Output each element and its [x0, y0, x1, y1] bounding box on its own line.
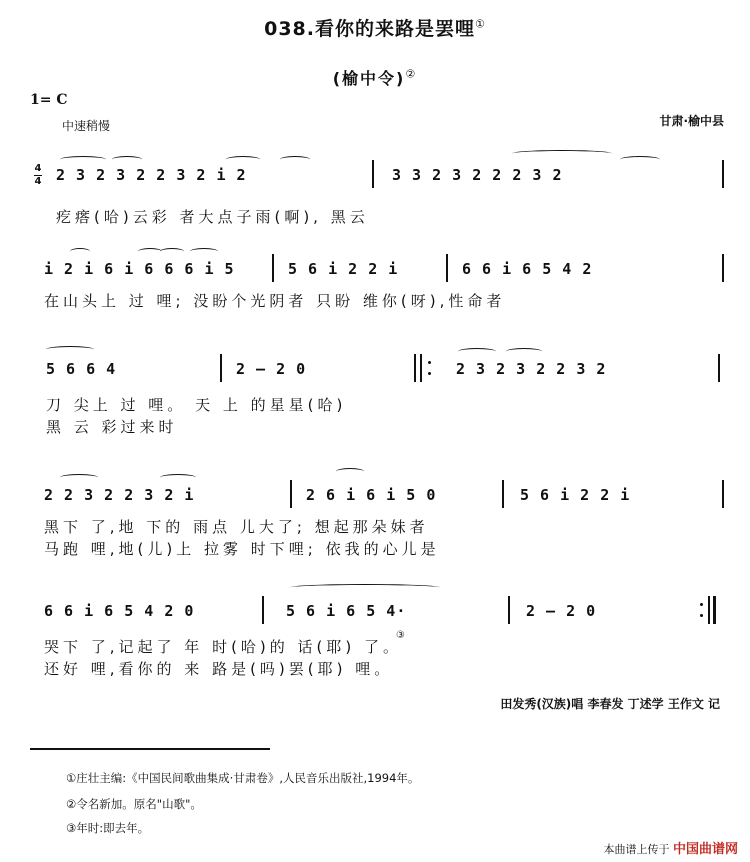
repeat-dot [428, 372, 431, 375]
slur [226, 156, 260, 163]
lyrics-line2: 在山头上 过 哩; 没盼个光阴者 只盼 维你(呀),性命者 [44, 292, 506, 310]
barline [722, 480, 724, 508]
notes-line1-m2: 3 3 2 3 2 2 2 3 2 [392, 166, 563, 184]
slur [160, 474, 196, 481]
notes-line3-m3: 2 3 2 3 2 2 3 2 [456, 360, 607, 378]
time-signature: 4 4 [34, 163, 42, 187]
slur [60, 474, 98, 481]
lyrics-line5-a: 哭下 了,记起了 年 时(哈)的 话(耶) 了。 [44, 638, 403, 656]
notes-line5-m2: 5 6 i 6 5 4· [286, 602, 407, 620]
footnote-3: ③年时:即去年。 [66, 821, 150, 835]
repeat-dot [700, 614, 703, 617]
slur [160, 248, 184, 255]
slur [336, 468, 364, 475]
barline [414, 354, 416, 382]
slur [506, 348, 542, 355]
slur [138, 248, 162, 255]
slur [190, 248, 218, 255]
lyrics-line5-b: 还好 哩,看你的 来 路是(吗)罢(耶) 哩。 [44, 660, 394, 678]
repeat-start [420, 354, 422, 382]
slur [458, 348, 496, 355]
slur [280, 156, 310, 163]
notes-line3-m2: 2 — 2 0 [236, 360, 307, 378]
repeat-end-thick [713, 596, 716, 624]
tempo-marking: 中速稍慢 [62, 119, 111, 133]
slur [60, 156, 106, 163]
song-subtitle: (榆中令)② [332, 67, 418, 88]
barline [272, 254, 274, 282]
footnote-2: ②令名新加。原名"山歌"。 [66, 797, 202, 811]
region-label: 甘肃·榆中县 [659, 114, 724, 128]
lyrics-line4-a: 黑下 了,地 下的 雨点 儿大了; 想起那朵妹者 [44, 518, 429, 536]
footnote-1: ①庄壮主编:《中国民间歌曲集成·甘肃卷》,人民音乐出版社,1994年。 [66, 771, 420, 785]
slur [70, 248, 90, 255]
barline [220, 354, 222, 382]
performer-credits: 田发秀(汉族)唱 李春发 丁述学 王作文 记 [500, 697, 720, 711]
lyrics-line4-b: 马跑 哩,地(儿)上 拉雾 时下哩; 依我的心儿是 [44, 540, 440, 558]
repeat-end [708, 596, 710, 624]
notes-line4-m3: 5 6 i 2 2 i [520, 486, 631, 504]
lyrics-line1: 疙瘩(哈)云彩 者大点子雨(啊), 黑云 [56, 208, 369, 226]
notes-line5-m1: 6 6 i 6 5 4 2 0 [44, 602, 195, 620]
notes-line2-m1: i 2 i 6 i 6 6 6 i 5 [44, 260, 235, 278]
barline [502, 480, 504, 508]
notes-line5-m3: 2 — 2 0 [526, 602, 597, 620]
notes-line4-m1: 2 2 3 2 2 3 2 i [44, 486, 195, 504]
repeat-dot [700, 603, 703, 606]
barline [262, 596, 264, 624]
footnote-marker-3: ③ [396, 630, 405, 641]
barline [508, 596, 510, 624]
slur [290, 584, 440, 591]
slur [112, 156, 142, 163]
notes-line2-m3: 6 6 i 6 5 4 2 [462, 260, 593, 278]
slur [46, 346, 94, 353]
slur [512, 150, 612, 157]
repeat-dot [428, 361, 431, 364]
song-title: 038.看你的来路是罢哩① [264, 17, 486, 40]
lyrics-line3-a: 刀 尖上 过 哩。 天 上 的星星(哈) [46, 396, 347, 414]
notes-line4-m2: 2 6 i 6 i 5 0 [306, 486, 437, 504]
barline [722, 160, 724, 188]
lyrics-line3-b: 黑 云 彩过来时 [46, 418, 178, 436]
notes-line2-m2: 5 6 i 2 2 i [288, 260, 399, 278]
barline [722, 254, 724, 282]
notes-line3-m1: 5 6 6 4 [46, 360, 117, 378]
footnote-rule [30, 748, 270, 750]
watermark-brand: 中国曲谱网 [672, 842, 738, 857]
key-signature: 1= C [30, 92, 68, 108]
slur [620, 156, 660, 163]
barline [446, 254, 448, 282]
barline [718, 354, 720, 382]
barline [290, 480, 292, 508]
notes-line1-m1: 2 3 2 3 2 2 3 2 i 2 [56, 166, 247, 184]
watermark: 本曲谱上传于 中国曲谱网 [603, 842, 738, 857]
barline [372, 160, 374, 188]
